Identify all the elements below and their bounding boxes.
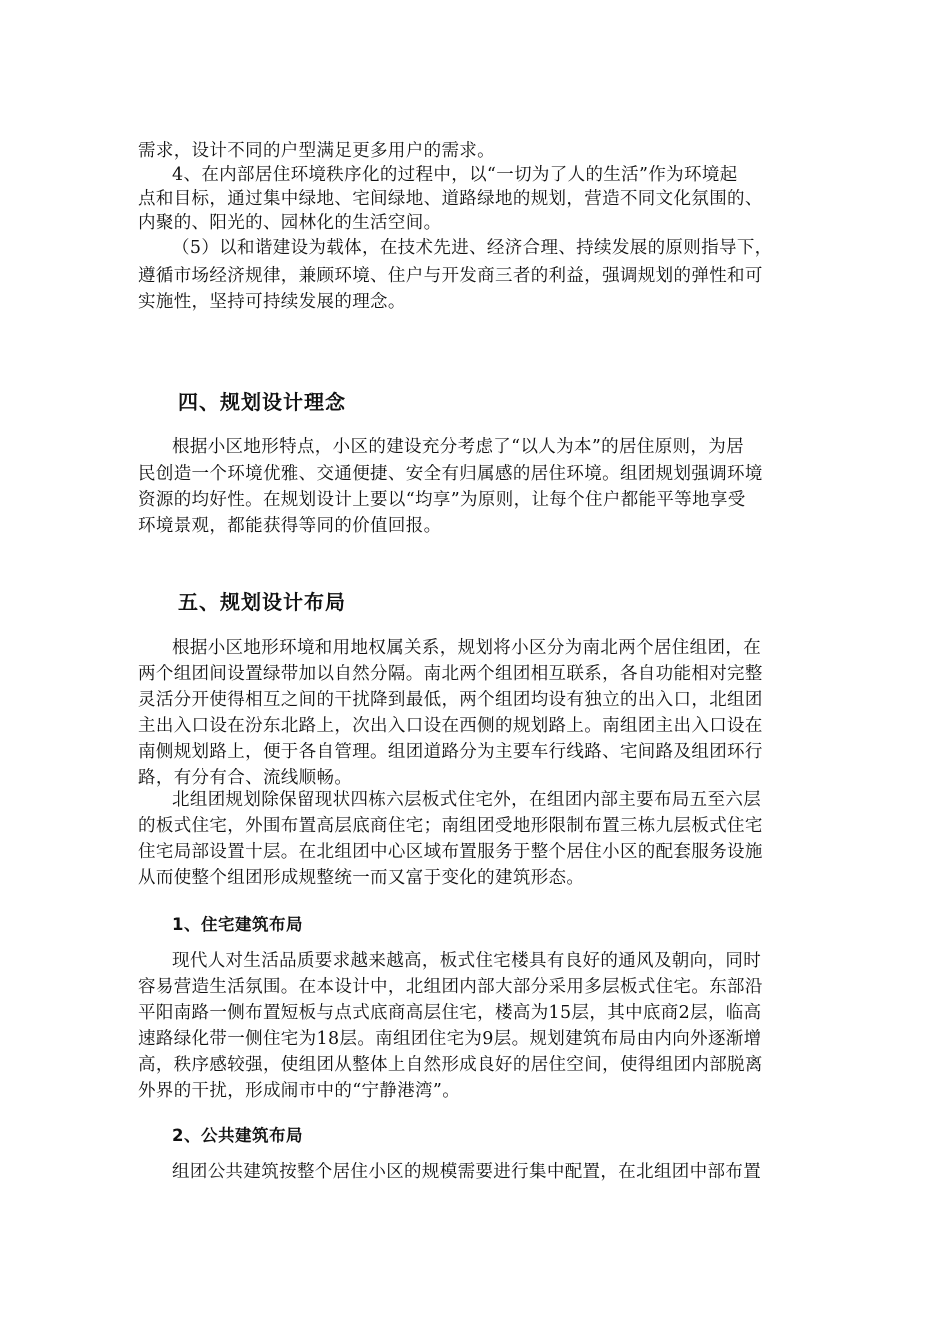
section-heading-5: 五、规划设计布局 xyxy=(178,590,346,614)
text-line: 资源的均好性。在规划设计上要以“均享”为原则，让每个住户都能平等地享受 xyxy=(138,490,746,510)
text-line: 南侧规划路上，便于各自管理。组团道路分为主要车行线路、宅间路及组团环行 xyxy=(138,742,763,762)
text-line: 需求，设计不同的户型满足更多用户的需求。 xyxy=(138,141,495,161)
subsection-heading-2: 2、公共建筑布局 xyxy=(172,1126,303,1145)
text-line: 容易营造生活氛围。在本设计中，北组团内部大部分采用多层板式住宅。东部沿 xyxy=(138,977,763,997)
text-line: 的板式住宅，外围布置高层底商住宅；南组团受地形限制布置三栋九层板式住宅 xyxy=(138,816,763,836)
text-line: 从而使整个组团形成规整统一而又富于变化的建筑形态。 xyxy=(138,868,585,888)
text-line: 根据小区地形特点，小区的建设充分考虑了“以人为本”的居住原则，为居 xyxy=(172,437,744,457)
text-line: 遵循市场经济规律，兼顾环境、住户与开发商三者的利益，强调规划的弹性和可 xyxy=(138,266,763,286)
text-line: 外界的干扰，形成闹市中的“宁静港湾”。 xyxy=(138,1081,461,1101)
text-line: 点和目标，通过集中绿地、宅间绿地、道路绿地的规划，营造不同文化氛围的、 xyxy=(138,189,763,209)
text-line: 高，秩序感较强，使组团从整体上自然形成良好的居住空间，使得组团内部脱离 xyxy=(138,1055,763,1075)
text-line: 路，有分有合、流线顺畅。 xyxy=(138,768,353,788)
text-line: 4、在内部居住环境秩序化的过程中，以“一切为了人的生活”作为环境起 xyxy=(172,165,738,185)
text-line: 民创造一个环境优雅、交通便捷、安全有归属感的居住环境。组团规划强调环境 xyxy=(138,464,763,484)
text-line: 灵活分开使得相互之间的干扰降到最低，两个组团均设有独立的出入口，北组团 xyxy=(138,690,763,710)
text-line: （5）以和谐建设为载体，在技术先进、经济合理、持续发展的原则指导下， xyxy=(172,238,773,258)
text-line: 现代人对生活品质要求越来越高，板式住宅楼具有良好的通风及朝向，同时 xyxy=(172,951,762,971)
text-line: 组团公共建筑按整个居住小区的规模需要进行集中配置，在北组团中部布置 xyxy=(172,1162,762,1182)
text-line: 北组团规划除保留现状四栋六层板式住宅外，在组团内部主要布局五至六层 xyxy=(172,790,762,810)
text-line: 速路绿化带一侧住宅为18层。南组团住宅为9层。规划建筑布局由内向外逐渐增 xyxy=(138,1029,762,1049)
text-line: 内聚的、阳光的、园林化的生活空间。 xyxy=(138,213,442,233)
subsection-heading-1: 1、住宅建筑布局 xyxy=(172,915,303,934)
section-heading-4: 四、规划设计理念 xyxy=(178,390,346,414)
text-line: 主出入口设在汾东北路上，次出入口设在西侧的规划路上。南组团主出入口设在 xyxy=(138,716,763,736)
text-line: 根据小区地形环境和用地权属关系，规划将小区分为南北两个居住组团，在 xyxy=(172,638,762,658)
text-line: 实施性，坚持可持续发展的理念。 xyxy=(138,292,406,312)
text-line: 平阳南路一侧布置短板与点式底商高层住宅，楼高为15层，其中底商2层，临高 xyxy=(138,1003,762,1023)
text-line: 住宅局部设置十层。在北组团中心区域布置服务于整个居住小区的配套服务设施 xyxy=(138,842,763,862)
text-line: 环境景观，都能获得等同的价值回报。 xyxy=(138,516,442,536)
text-line: 两个组团间设置绿带加以自然分隔。南北两个组团相互联系，各自功能相对完整 xyxy=(138,664,763,684)
